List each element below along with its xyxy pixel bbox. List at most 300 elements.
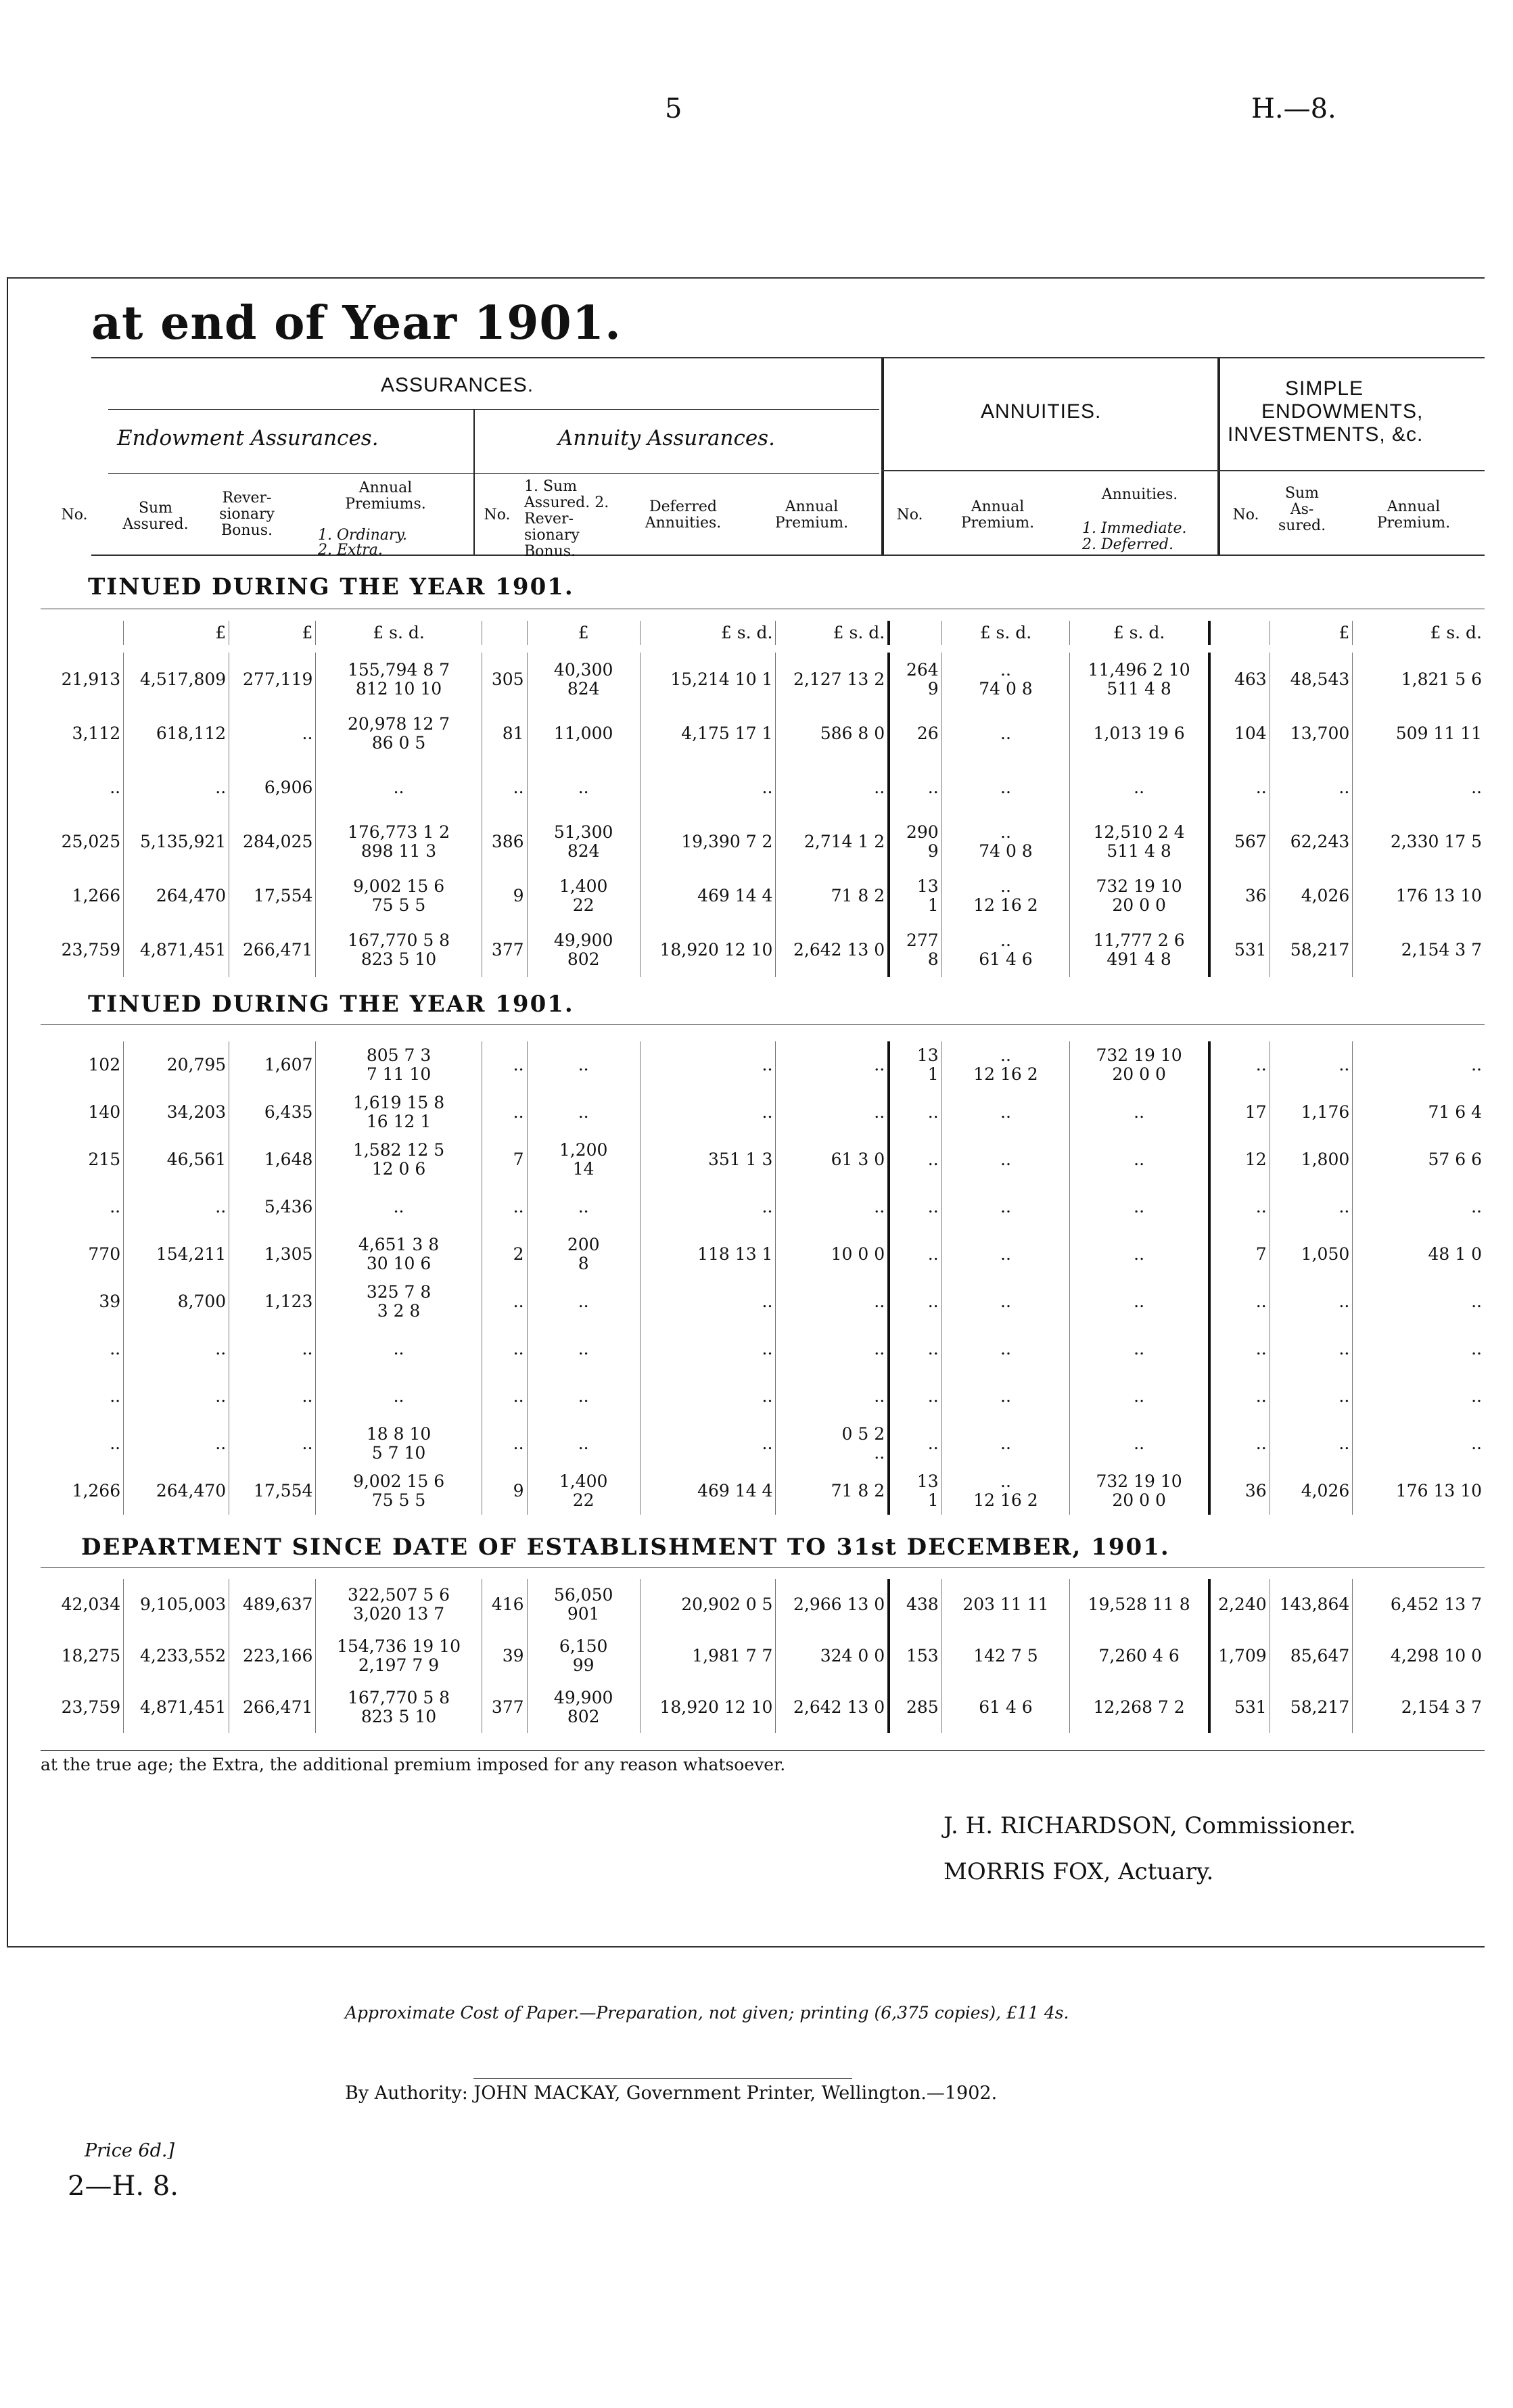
section2-cell: .. — [1270, 1183, 1353, 1231]
simple-heading-2: ENDOWMENTS, — [1261, 400, 1424, 423]
section2-cell: 351 1 3 — [640, 1136, 776, 1183]
section2-cell: .. — [941, 1231, 1070, 1278]
frame-left-rule — [7, 277, 8, 1947]
section2-cell: 36 — [1209, 1467, 1270, 1515]
col-se-premium: Annual Premium. — [1376, 498, 1451, 532]
section1-cell: 531 — [1209, 923, 1270, 977]
section1-cell: 13,700 — [1270, 707, 1353, 761]
unit-row — [41, 621, 1485, 645]
section2-cell: .. — [1209, 1325, 1270, 1373]
col-an-no: No. — [896, 506, 923, 523]
annuities-subrule — [881, 470, 1485, 471]
section3-cell: 167,770 5 8 823 5 10 — [316, 1682, 482, 1733]
section2-cell: .. — [889, 1183, 941, 1231]
section2-cell: 71 8 2 — [776, 1467, 889, 1515]
annuities-heading: ANNUITIES. — [981, 400, 1102, 423]
section3-cell: 489,637 — [229, 1579, 316, 1630]
section1-cell: .. — [776, 761, 889, 815]
footnote-rule — [41, 1750, 1485, 1751]
section1-cell: .. — [1270, 761, 1353, 815]
commissioner-signature: J. H. RICHARDSON, Commissioner. — [944, 1812, 1356, 1839]
section2-row — [41, 1420, 1485, 1467]
section1-cell: .. — [527, 761, 640, 815]
section3-cell: 322,507 5 6 3,020 13 7 — [316, 1579, 482, 1630]
section2-cell: 9,002 15 6 75 5 5 — [316, 1467, 482, 1515]
section2-cell: 1,305 — [229, 1231, 316, 1278]
col-se-no: No. — [1232, 506, 1259, 523]
section1-cell: 4,871,451 — [124, 923, 229, 977]
section1-cell: 23,759 — [61, 940, 121, 960]
section3-cell: 85,647 — [1270, 1630, 1353, 1682]
section2-cell: .. — [941, 1183, 1070, 1231]
section2-cell: 154,211 — [124, 1231, 229, 1278]
section2-cell: .. — [889, 1420, 941, 1467]
section1-cell: 509 11 11 — [1353, 707, 1485, 761]
section2-cell: .. — [889, 1089, 941, 1136]
section2-row — [41, 1136, 1485, 1183]
section2-cell: 770 — [88, 1244, 121, 1264]
section1-cell: .. — [229, 707, 316, 761]
section2-cell: 469 14 4 — [640, 1467, 776, 1515]
section2-cell: .. — [1070, 1089, 1209, 1136]
section2-cell: .. — [527, 1041, 640, 1089]
section1-cell: 6,906 — [229, 761, 316, 815]
section2-row — [41, 1183, 1485, 1231]
section2-cell: 805 7 3 7 11 10 — [316, 1041, 482, 1089]
section3-cell: 7,260 4 6 — [1070, 1630, 1209, 1682]
section3-cell: 56,050 901 — [527, 1579, 640, 1630]
section1-cell: .. — [889, 761, 941, 815]
section3-cell: 20,902 0 5 — [640, 1579, 776, 1630]
section3-cell: 203 11 11 — [941, 1579, 1070, 1630]
actuary-signature: MORRIS FOX, Actuary. — [944, 1858, 1214, 1885]
section2-cell: 46,561 — [124, 1136, 229, 1183]
section1-cell: .. — [1209, 761, 1270, 815]
assurances-subrule-2 — [108, 473, 879, 474]
section2-cell: 57 6 6 — [1353, 1136, 1485, 1183]
section2-cell: .. — [482, 1041, 527, 1089]
section2-row — [41, 1089, 1485, 1136]
section3-cell: 18,275 — [61, 1646, 121, 1666]
section3-cell: 39 — [482, 1630, 527, 1682]
section3-table — [41, 1579, 1485, 1733]
section2-cell: .. — [941, 1373, 1070, 1420]
section2-cell: .. — [889, 1325, 941, 1373]
section1-row — [41, 707, 1485, 761]
section2-cell: 18 8 10 5 7 10 — [316, 1420, 482, 1467]
section1-cell: 277 8 — [889, 923, 941, 977]
section1-cell: 17,554 — [229, 869, 316, 923]
section1-cell: 567 — [1209, 815, 1270, 869]
section2-cell: 71 6 4 — [1353, 1089, 1485, 1136]
authority-rule — [473, 2078, 852, 2079]
page-title: at end of Year 1901. — [91, 296, 622, 350]
section1-cell: 26 — [889, 707, 941, 761]
unit-cell: £ s. d. — [316, 621, 482, 645]
section3-row — [41, 1682, 1485, 1733]
section2-cell: .. — [316, 1373, 482, 1420]
section1-cell: 176,773 1 2 898 11 3 — [316, 815, 482, 869]
section1-cell: 11,496 2 10 511 4 8 — [1070, 653, 1209, 707]
section2-cell: .. — [1353, 1278, 1485, 1325]
section2-cell: 2 — [482, 1231, 527, 1278]
section1-cell: .. — [124, 761, 229, 815]
section2-cell: .. — [229, 1420, 316, 1467]
section2-cell: .. — [1070, 1231, 1209, 1278]
section2-cell: .. — [640, 1041, 776, 1089]
col-ann-no: No. — [484, 506, 511, 523]
section2-rule — [41, 1024, 1485, 1025]
annuities-divider — [881, 358, 884, 554]
section2-cell: .. — [1270, 1420, 1353, 1467]
section2-cell: .. — [482, 1325, 527, 1373]
section2-cell: .. — [527, 1278, 640, 1325]
section3-cell: 6,150 99 — [527, 1630, 640, 1682]
section3-cell: 1,981 7 7 — [640, 1630, 776, 1682]
section1-cell: 277,119 — [229, 653, 316, 707]
section1-cell: .. — [110, 778, 121, 797]
section1-cell: .. — [482, 761, 527, 815]
col-se-sum: Sum As- sured. — [1278, 485, 1326, 534]
section1-table — [41, 653, 1485, 977]
section2-cell: .. — [1070, 1373, 1209, 1420]
section2-cell: .. — [1070, 1183, 1209, 1231]
section3-cell: 223,166 — [229, 1630, 316, 1682]
section3-cell: 2,154 3 7 — [1353, 1682, 1485, 1733]
section2-cell: .. — [1070, 1136, 1209, 1183]
section2-row — [41, 1373, 1485, 1420]
section2-cell: .. — [482, 1278, 527, 1325]
section2-cell: 1,582 12 5 12 0 6 — [316, 1136, 482, 1183]
section2-cell: .. — [1209, 1373, 1270, 1420]
section3-cell: 416 — [482, 1579, 527, 1630]
section2-cell: .. — [941, 1136, 1070, 1183]
section1-cell: 4,175 17 1 — [640, 707, 776, 761]
section3-cell: 6,452 13 7 — [1353, 1579, 1485, 1630]
section2-cell: .. — [316, 1183, 482, 1231]
section1-cell: 5,135,921 — [124, 815, 229, 869]
section1-cell: 2,330 17 5 — [1353, 815, 1485, 869]
section3-row — [41, 1630, 1485, 1682]
section1-cell: .. — [941, 707, 1070, 761]
section2-row — [41, 1041, 1485, 1089]
section3-cell: 324 0 0 — [776, 1630, 889, 1682]
unit-cell — [482, 621, 527, 645]
unit-cell: £ s. d. — [1353, 621, 1485, 645]
section2-row — [41, 1325, 1485, 1373]
col-reversionary-bonus: Rever- sionary Bonus. — [219, 490, 275, 539]
section2-cell: 5,436 — [229, 1183, 316, 1231]
section2-cell: .. — [482, 1183, 527, 1231]
section1-cell: .. — [640, 761, 776, 815]
section1-cell: 284,025 — [229, 815, 316, 869]
section2-cell: 264,470 — [124, 1467, 229, 1515]
section2-cell: 732 19 10 20 0 0 — [1070, 1041, 1209, 1089]
section2-cell: 1,050 — [1270, 1231, 1353, 1278]
section2-cell: .. — [124, 1420, 229, 1467]
section1-cell: 40,300 824 — [527, 653, 640, 707]
simple-heading-1: SIMPLE — [1285, 377, 1364, 400]
section2-cell: .. — [482, 1089, 527, 1136]
section3-cell: 2,966 13 0 — [776, 1579, 889, 1630]
section2-cell: .. — [124, 1183, 229, 1231]
section2-cell: .. — [776, 1089, 889, 1136]
section1-cell: .. 12 16 2 — [941, 869, 1070, 923]
unit-cell: £ s. d. — [776, 621, 889, 645]
col-annual-premium: Annual Premium. — [774, 498, 849, 532]
section2-cell: 1,266 — [72, 1481, 121, 1501]
section3-rule — [41, 1567, 1485, 1568]
col-no: No. — [61, 506, 88, 523]
section1-cell: .. — [1070, 761, 1209, 815]
section2-cell: .. — [776, 1041, 889, 1089]
section2-cell: .. — [316, 1325, 482, 1373]
section2-cell: 17 — [1209, 1089, 1270, 1136]
section1-cell: 1,400 22 — [527, 869, 640, 923]
section3-cell: 61 4 6 — [941, 1682, 1070, 1733]
unit-cell — [889, 621, 941, 645]
simple-divider — [1217, 358, 1220, 554]
section1-cell: 377 — [482, 923, 527, 977]
section1-cell: 176 13 10 — [1353, 869, 1485, 923]
section2-cell: .. — [1353, 1373, 1485, 1420]
section1-cell: 9 — [482, 869, 527, 923]
section2-cell: 325 7 8 3 2 8 — [316, 1278, 482, 1325]
section3-cell: 49,900 802 — [527, 1682, 640, 1733]
section1-cell: 1,266 — [72, 886, 121, 905]
section2-cell: 732 19 10 20 0 0 — [1070, 1467, 1209, 1515]
section1-cell: 463 — [1209, 653, 1270, 707]
section2-cell: .. — [640, 1420, 776, 1467]
section2-cell: .. — [1270, 1041, 1353, 1089]
section1-cell: 264,470 — [124, 869, 229, 923]
section2-cell: 61 3 0 — [776, 1136, 889, 1183]
section1-cell: 386 — [482, 815, 527, 869]
section3-cell: 42,034 — [61, 1595, 121, 1614]
section1-cell: 2,642 13 0 — [776, 923, 889, 977]
section2-cell: .. — [527, 1089, 640, 1136]
section3-cell: 143,864 — [1270, 1579, 1353, 1630]
section1-cell: 2,714 1 2 — [776, 815, 889, 869]
section2-cell: 118 13 1 — [640, 1231, 776, 1278]
section2-cell: .. — [1270, 1278, 1353, 1325]
section1-cell: 3,112 — [72, 724, 121, 743]
section2-cell: .. — [1353, 1420, 1485, 1467]
section3-cell: 9,105,003 — [124, 1579, 229, 1630]
section1-row — [41, 923, 1485, 977]
section2-cell: .. — [640, 1325, 776, 1373]
col-extra: 2. Extra. — [318, 542, 383, 559]
section1-cell: 36 — [1209, 869, 1270, 923]
section1-row — [41, 815, 1485, 869]
section1-cell: .. — [941, 761, 1070, 815]
frame-top-rule — [7, 277, 1485, 279]
assurances-subrule — [108, 409, 879, 410]
section2-cell: .. — [527, 1325, 640, 1373]
col-annuities: Annuities. — [1101, 486, 1178, 503]
section1-cell: 11,777 2 6 491 4 8 — [1070, 923, 1209, 977]
unit-cell: £ s. d. — [1070, 621, 1209, 645]
section2-cell: .. — [229, 1373, 316, 1420]
section3-cell: 4,871,451 — [124, 1682, 229, 1733]
section2-cell: 12 — [1209, 1136, 1270, 1183]
section2-cell: .. — [124, 1325, 229, 1373]
section1-cell: 18,920 12 10 — [640, 923, 776, 977]
section2-cell: 1,176 — [1270, 1089, 1353, 1136]
page-number: 5 — [665, 93, 682, 124]
section3-cell: 285 — [889, 1682, 941, 1733]
section1-cell: 104 — [1209, 707, 1270, 761]
header-top-rule — [91, 357, 1485, 358]
section1-cell: 305 — [482, 653, 527, 707]
section2-cell: 39 — [99, 1292, 121, 1311]
section2-cell: 1,400 22 — [527, 1467, 640, 1515]
section1-units-row — [41, 621, 1485, 645]
section2-cell: .. — [776, 1373, 889, 1420]
section1-cell: 167,770 5 8 823 5 10 — [316, 923, 482, 977]
section1-cell: 20,978 12 7 86 0 5 — [316, 707, 482, 761]
section2-cell: .. — [527, 1420, 640, 1467]
section2-cell: .. — [1209, 1420, 1270, 1467]
section2-cell: 7 — [1209, 1231, 1270, 1278]
section2-cell: .. — [527, 1183, 640, 1231]
col-deferred: 2. Deferred. — [1082, 536, 1173, 553]
section1-cell: 2,154 3 7 — [1353, 923, 1485, 977]
section3-cell: 19,528 11 8 — [1070, 1579, 1209, 1630]
col-ordinary: 1. Ordinary. — [318, 527, 407, 544]
section2-cell: .. — [1353, 1041, 1485, 1089]
section2-cell: .. — [527, 1373, 640, 1420]
section2-cell: 176 13 10 — [1353, 1467, 1485, 1515]
section2-row — [41, 1231, 1485, 1278]
section2-cell: .. — [110, 1197, 121, 1217]
section3-cell: 4,298 10 0 — [1353, 1630, 1485, 1682]
section3-cell: 1,709 — [1209, 1630, 1270, 1682]
section1-cell: 266,471 — [229, 923, 316, 977]
section2-cell: 17,554 — [229, 1467, 316, 1515]
section3-cell: 142 7 5 — [941, 1630, 1070, 1682]
section2-cell: .. — [110, 1434, 121, 1453]
section2-cell: .. — [640, 1278, 776, 1325]
section1-cell: 21,913 — [61, 669, 121, 689]
section2-cell: 1,123 — [229, 1278, 316, 1325]
section2-cell: .. — [941, 1278, 1070, 1325]
section2-cell: .. — [889, 1136, 941, 1183]
section1-cell: 155,794 8 7 812 10 10 — [316, 653, 482, 707]
section2-cell: .. — [941, 1325, 1070, 1373]
section1-cell: 62,243 — [1270, 815, 1353, 869]
section1-cell: 1,013 19 6 — [1070, 707, 1209, 761]
section3-row — [41, 1579, 1485, 1630]
section3-cell: 12,268 7 2 — [1070, 1682, 1209, 1733]
section1-row — [41, 869, 1485, 923]
section1-cell: .. 74 0 8 — [941, 815, 1070, 869]
section2-row — [41, 1467, 1485, 1515]
section2-cell: 8,700 — [124, 1278, 229, 1325]
section2-cell: .. — [1353, 1183, 1485, 1231]
section1-cell: 2,127 13 2 — [776, 653, 889, 707]
section1-cell: 264 9 — [889, 653, 941, 707]
section1-cell: 9,002 15 6 75 5 5 — [316, 869, 482, 923]
endow-annuity-divider — [473, 409, 475, 554]
section1-cell: 12,510 2 4 511 4 8 — [1070, 815, 1209, 869]
header-bottom-rule — [91, 554, 1485, 556]
section2-cell: 4,026 — [1270, 1467, 1353, 1515]
section2-cell: .. — [640, 1089, 776, 1136]
section2-cell: 140 — [88, 1102, 121, 1122]
section2-cell: 6,435 — [229, 1089, 316, 1136]
section3-cell: 4,233,552 — [124, 1630, 229, 1682]
section2-cell: 4,651 3 8 30 10 6 — [316, 1231, 482, 1278]
section1-cell: .. 61 4 6 — [941, 923, 1070, 977]
section1-cell: 48,543 — [1270, 653, 1353, 707]
page-reference: H.—8. — [1251, 93, 1336, 124]
authority-line: By Authority: JOHN MACKAY, Government Printer, Wellington.—1902. — [345, 2083, 998, 2104]
section1-cell: 71 8 2 — [776, 869, 889, 923]
section3-cell: 153 — [889, 1630, 941, 1682]
footnote: at the true age; the Extra, the additional premium imposed for any reason whatsoever. — [41, 1755, 786, 1774]
section2-cell: 1,619 15 8 16 12 1 — [316, 1089, 482, 1136]
section2-cell: .. 12 16 2 — [941, 1041, 1070, 1089]
section2-cell: .. — [640, 1183, 776, 1231]
section3-heading: DEPARTMENT SINCE DATE OF ESTABLISHMENT TO 31st DECEMBER, 1901. — [81, 1534, 1170, 1561]
section2-cell: .. — [110, 1339, 121, 1359]
section1-cell: 469 14 4 — [640, 869, 776, 923]
section2-cell: .. — [889, 1373, 941, 1420]
col-immediate: 1. Immediate. — [1082, 520, 1187, 537]
section2-cell: .. — [110, 1386, 121, 1406]
section2-cell: 10 0 0 — [776, 1231, 889, 1278]
unit-cell: £ — [229, 621, 316, 645]
section2-cell: 7 — [482, 1136, 527, 1183]
section1-heading: TINUED DURING THE YEAR 1901. — [88, 573, 574, 600]
section2-cell: 1,607 — [229, 1041, 316, 1089]
section2-cell: 13 1 — [889, 1467, 941, 1515]
section3-cell: 531 — [1209, 1682, 1270, 1733]
section2-cell: 0 5 2 .. — [776, 1420, 889, 1467]
section2-cell: .. — [1070, 1420, 1209, 1467]
simple-heading-3: INVESTMENTS, &c. — [1228, 423, 1424, 446]
section1-cell: 51,300 824 — [527, 815, 640, 869]
section2-cell: 102 — [88, 1055, 121, 1075]
section3-cell: 2,642 13 0 — [776, 1682, 889, 1733]
section2-cell: .. — [229, 1325, 316, 1373]
section3-cell: 23,759 — [61, 1697, 121, 1717]
unit-cell — [41, 621, 124, 645]
section3-cell: 266,471 — [229, 1682, 316, 1733]
section2-cell: .. — [941, 1089, 1070, 1136]
section2-cell: .. — [1270, 1373, 1353, 1420]
section2-row — [41, 1278, 1485, 1325]
section2-cell: 1,200 14 — [527, 1136, 640, 1183]
section3-cell: 154,736 19 10 2,197 7 9 — [316, 1630, 482, 1682]
col-annual-premiums: Annual Premiums. — [345, 479, 426, 513]
col-deferred-annuities: Deferred Annuities. — [645, 498, 722, 532]
section1-cell: 11,000 — [527, 707, 640, 761]
section1-cell: 15,214 10 1 — [640, 653, 776, 707]
section1-row — [41, 761, 1485, 815]
section2-cell: 34,203 — [124, 1089, 229, 1136]
section1-cell: 290 9 — [889, 815, 941, 869]
section2-cell: 9 — [482, 1467, 527, 1515]
section1-cell: 4,026 — [1270, 869, 1353, 923]
unit-cell: £ s. d. — [640, 621, 776, 645]
section1-cell: 4,517,809 — [124, 653, 229, 707]
section2-cell: .. — [1070, 1278, 1209, 1325]
section2-cell: .. — [1270, 1325, 1353, 1373]
section2-cell: .. — [1353, 1325, 1485, 1373]
section3-cell: 58,217 — [1270, 1682, 1353, 1733]
